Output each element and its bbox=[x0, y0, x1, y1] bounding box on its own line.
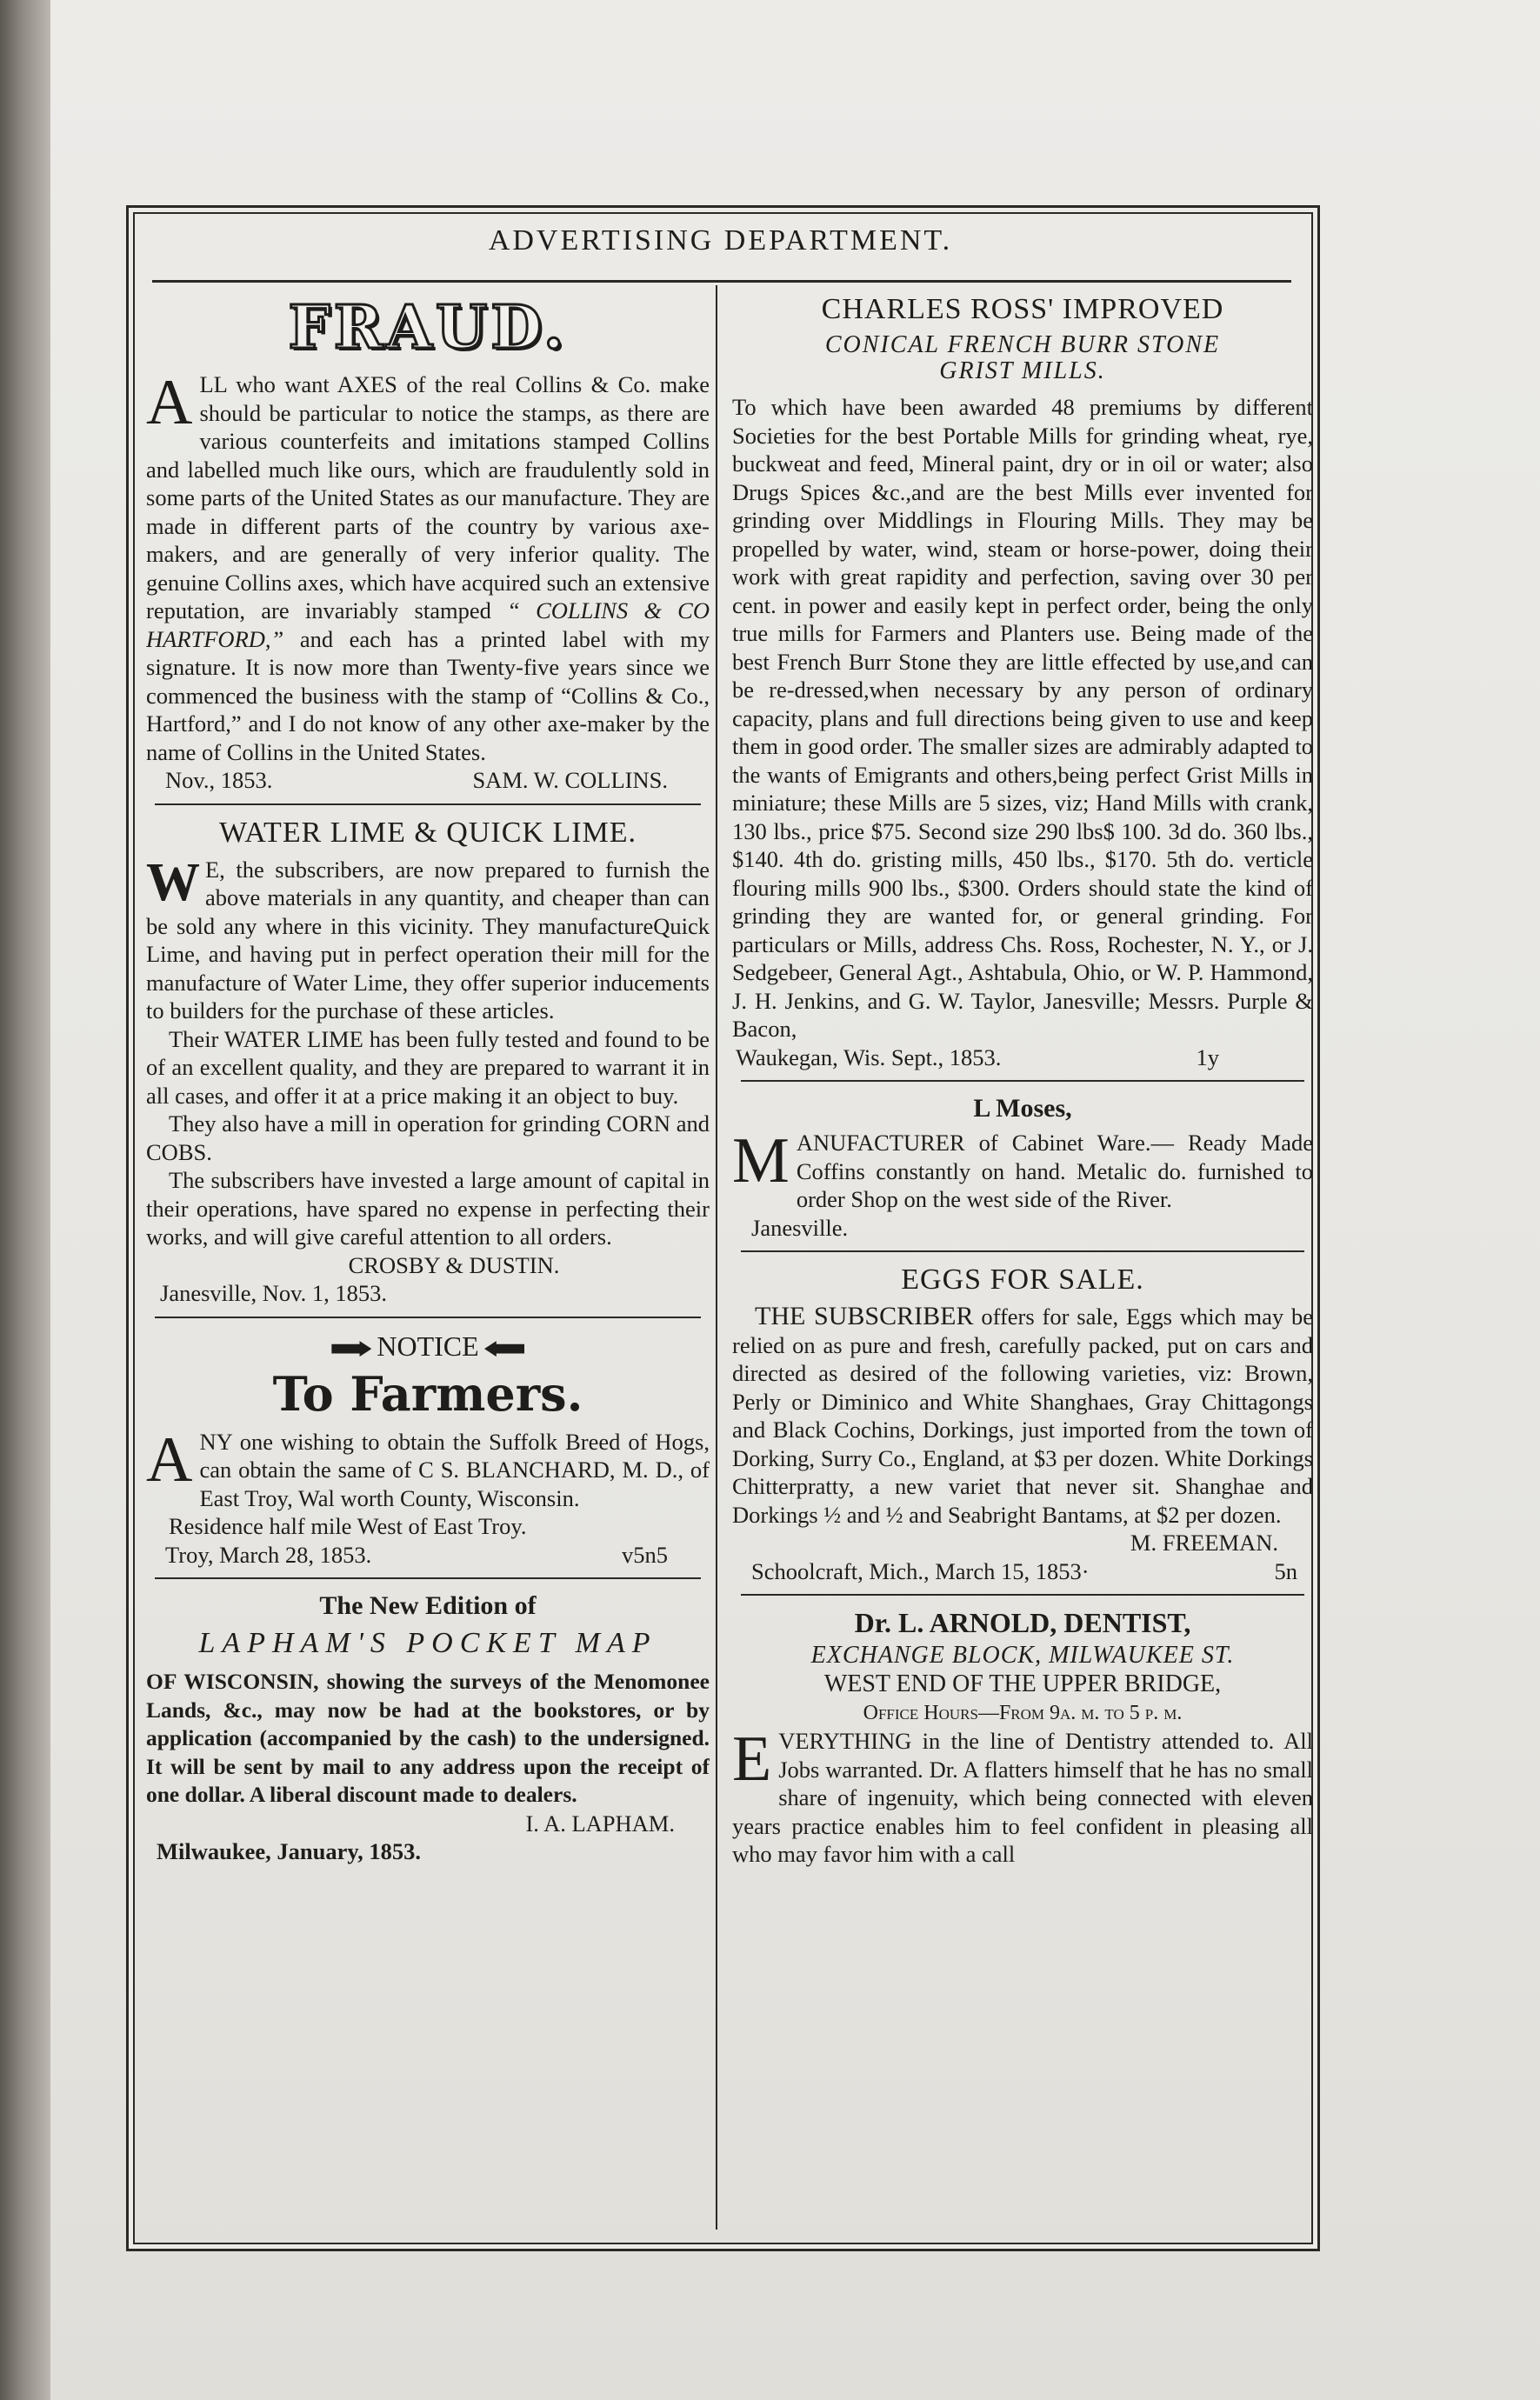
ross-place-date: Waukegan, Wis. Sept., 1853. bbox=[736, 1043, 1002, 1070]
lime-signature: CROSBY & DUSTIN. bbox=[348, 1251, 560, 1278]
farmers-residence: Residence half mile West of East Troy. bbox=[169, 1513, 527, 1539]
farmers-body: NY one wishing to obtain the Suffolk Breed of Hogs, can obtain the same of C S. BLANCHARD, M. D., of East Troy, Wal worth County, Wisconsin. bbox=[199, 1428, 710, 1511]
eggs-signature: M. FREEMAN. bbox=[1130, 1530, 1278, 1556]
arnold-drop-cap: E bbox=[732, 1723, 772, 1795]
fraud-signoff bbox=[146, 766, 710, 795]
moses-title: L Moses, bbox=[973, 1094, 1072, 1123]
header-rule bbox=[152, 280, 1291, 283]
ross-title: CHARLES ROSS' IMPROVED bbox=[821, 293, 1224, 325]
arnold-address-1: EXCHANGE BLOCK, MILWAUKEE ST. bbox=[810, 1642, 1235, 1669]
separator bbox=[155, 803, 701, 805]
eggs-title: EGGS FOR SALE. bbox=[901, 1263, 1144, 1296]
map-ad bbox=[146, 1590, 710, 1866]
farmers-drop-cap: A bbox=[146, 1423, 193, 1496]
lime-p4: The subscribers have invested a large amount of capital in their operations, have spared no expense in perfecting their works, and will give careful attention to all orders. bbox=[146, 1167, 710, 1250]
map-signature: I. A. LAPHAM. bbox=[525, 1810, 675, 1837]
arnold-body: VERYTHING in the line of Dentistry attended to. All Jobs warranted. Dr. A flatters himself that he has no small share of ingenuity, which being connected with eleven years practice enables him to feel confident in pleasing all who may favor him with a call bbox=[732, 1728, 1313, 1867]
fraud-body-block bbox=[146, 367, 710, 766]
fraud-body: LL who want AXES of the real Collins & Co. make should be particular to notice the stamps, as there are various counterfeits and imitations stamped Collins and labelled much like ours, which are fraudulently sold in some parts of the United States as our manufacture. They are made in different parts of the country by various axe-makers, and are generally of very inferior quality. The genuine Collins axes, which have acquired such an extensive reputation, are invariably stamped bbox=[146, 371, 710, 623]
eggs-place-date: Schoolcraft, Mich., March 15, 1853· bbox=[751, 1557, 1090, 1584]
fraud-signature: SAM. W. COLLINS. bbox=[472, 767, 668, 793]
map-body: OF WISCONSIN, showing the surveys of the Menomonee Lands, &c., may now be had at the bookstores, or by application (accompanied by the cash) to the undersigned. It will be sent by mail to any address upon the receipt of one dollar. A liberal discount made to dealers. bbox=[146, 1669, 710, 1807]
ross-ad bbox=[732, 292, 1313, 1071]
farmers-ad bbox=[146, 1329, 710, 1570]
separator bbox=[155, 1577, 701, 1579]
pointing-hand-icon bbox=[331, 1341, 371, 1357]
lime-place-date: Janesville, Nov. 1, 1853. bbox=[160, 1280, 388, 1306]
farmers-body-block bbox=[146, 1423, 710, 1541]
map-title: The New Edition of bbox=[319, 1591, 537, 1620]
arnold-title: Dr. L. ARNOLD, DENTIST, bbox=[854, 1607, 1191, 1638]
notice-heading bbox=[146, 1329, 710, 1363]
arnold-body-block bbox=[732, 1723, 1313, 1869]
lime-p3: They also have a mill in operation for grinding CORN and COBS. bbox=[146, 1110, 710, 1165]
fraud-ad bbox=[146, 292, 710, 795]
separator bbox=[741, 1594, 1304, 1596]
moses-ad bbox=[732, 1092, 1313, 1242]
left-column bbox=[146, 287, 710, 2226]
fraud-stamp: “ COLLINS & CO HARTFORD,” bbox=[146, 597, 710, 652]
eggs-body: offers for sale, Eggs which may be relied on as pure and fresh, carefully packed, put on cars and directed as desired of the following varieties, viz: Brown, Perly or Diminico and White Shanghaes, Gray Chittagongs and Black Cochins, Dorkings, just imported from the town of Dorking, Surry Co., England, at $3 per dozen. White Dorkings Chitterpratty, a new variet that never sit. Shanghae and Dorkings ½ and ½ and Seabright Bantams, at $2 per dozen. bbox=[732, 1303, 1313, 1528]
map-subtitle: LAPHAM'S POCKET MAP bbox=[198, 1627, 657, 1659]
moses-body: ANUFACTURER of Cabinet Ware.— Ready Made Coffins constantly on hand. Metalic do. furnished to order Shop on the west side of the River. bbox=[796, 1130, 1313, 1212]
eggs-body-block bbox=[732, 1303, 1313, 1557]
book-spine bbox=[0, 0, 50, 2400]
lime-p2: Their WATER LIME has been fully tested and found to be of an excellent quality, and they are prepared to warrant it in all cases, and offer it at a price making it an object to buy. bbox=[146, 1025, 710, 1109]
farmers-code: v5n5 bbox=[622, 1541, 668, 1568]
moses-body-block bbox=[732, 1125, 1313, 1242]
ross-subtitle-1: CONICAL FRENCH BURR STONE bbox=[824, 331, 1221, 358]
ross-body: To which have been awarded 48 premiums by different Societies for the best Portable Mills for grinding wheat, rye, buckweat and feed, Mineral paint, dry or in oil or water; also Drugs Spices &c.,and are the best Mills ever invented for grinding over Middlings in Flouring Mills. They may be propelled by water, wind, steam or horse-power, doing their work with great rapidity and perfection, saving over 30 per cent. in power and easily kept in perfect order, being the only true mills for Farmers and Planters use. Being made of the best French Burr Stone they are little effected by use,and can be re-dressed,when necessary by any person of ordinary capacity, plans and full directions being given to use and keep them in good order. The smaller sizes are admirably adapted to the wants of Emigrants and others,being perfect Grist Mills in miniature; these Mills are 5 sizes, viz; Hand Mills with crank, 130 lbs., price $75. Second size 290 lbs$ 100. 3d do. 360 lbs., $140. 4th do. gristing mills, 450 lbs., $170. 5th do. verticle flouring mills 900 lbs., $300. Orders should state the kind of grinding they are wanted for, or general grinding. For particulars or Mills, address Chs. Ross, Rochester, N. Y., or J. Sedgebeer, General Agt., Ashtabula, Ohio, or W. P. Hammond, J. H. Jenkins, and G. W. Taylor, Janesville; Messrs. Purple & Bacon, bbox=[732, 394, 1313, 1042]
fraud-title: FRAUD. bbox=[288, 293, 568, 363]
eggs-signoff bbox=[732, 1557, 1313, 1586]
lime-drop-cap: W bbox=[146, 852, 200, 912]
arnold-hours: Office Hours—From 9a. m. to 5 p. m. bbox=[863, 1701, 1183, 1724]
pointing-hand-icon bbox=[484, 1341, 524, 1357]
lime-title: WATER LIME & QUICK LIME. bbox=[218, 816, 637, 849]
separator bbox=[741, 1080, 1304, 1082]
ross-signoff bbox=[732, 1043, 1313, 1072]
department-heading: ADVERTISING DEPARTMENT. bbox=[488, 224, 953, 257]
eggs-code: 5n bbox=[1274, 1557, 1297, 1584]
right-column bbox=[732, 287, 1313, 2226]
eggs-ad bbox=[732, 1263, 1313, 1585]
lime-body-block bbox=[146, 852, 710, 1308]
arnold-ad bbox=[732, 1606, 1313, 1869]
fraud-drop-cap: A bbox=[146, 367, 193, 438]
lime-p1: E, the subscribers, are now prepared to furnish the above materials in any quantity, and cheaper than can be sold any where in this vicinity. They manufactureQuick Lime, and having put in perfect operation their mill for the manufacture of Water Lime, they offer superior inducements to builders for the purchase of these articles. bbox=[146, 856, 710, 1023]
eggs-lead: THE SUBSCRIBER bbox=[755, 1302, 974, 1330]
separator bbox=[155, 1317, 701, 1318]
farmers-date: Troy, March 28, 1853. bbox=[165, 1541, 372, 1568]
arnold-address-2: WEST END OF THE UPPER BRIDGE, bbox=[823, 1670, 1222, 1697]
fraud-date: Nov., 1853. bbox=[165, 767, 273, 793]
lime-ad bbox=[146, 816, 710, 1308]
fraud-body-2: and each has a printed label with my signature. It is now more than Twenty-five years since we commenced the business with the stamp of “Collins & Co., Hartford,” and I do not know of any other axe-maker by the name of Collins in the United States. bbox=[146, 625, 710, 765]
column-divider bbox=[716, 285, 717, 2230]
moses-place: Janesville. bbox=[751, 1214, 849, 1241]
ross-subtitle-2: GRIST MILLS. bbox=[939, 357, 1106, 384]
farmers-signoff bbox=[146, 1541, 710, 1570]
separator bbox=[741, 1250, 1304, 1252]
notice-label: NOTICE bbox=[377, 1330, 479, 1362]
moses-drop-cap: M bbox=[732, 1125, 790, 1197]
ross-code: 1y bbox=[1196, 1043, 1219, 1070]
farmers-title: To Farmers. bbox=[272, 1365, 583, 1422]
map-place-date: Milwaukee, January, 1853. bbox=[157, 1838, 422, 1864]
